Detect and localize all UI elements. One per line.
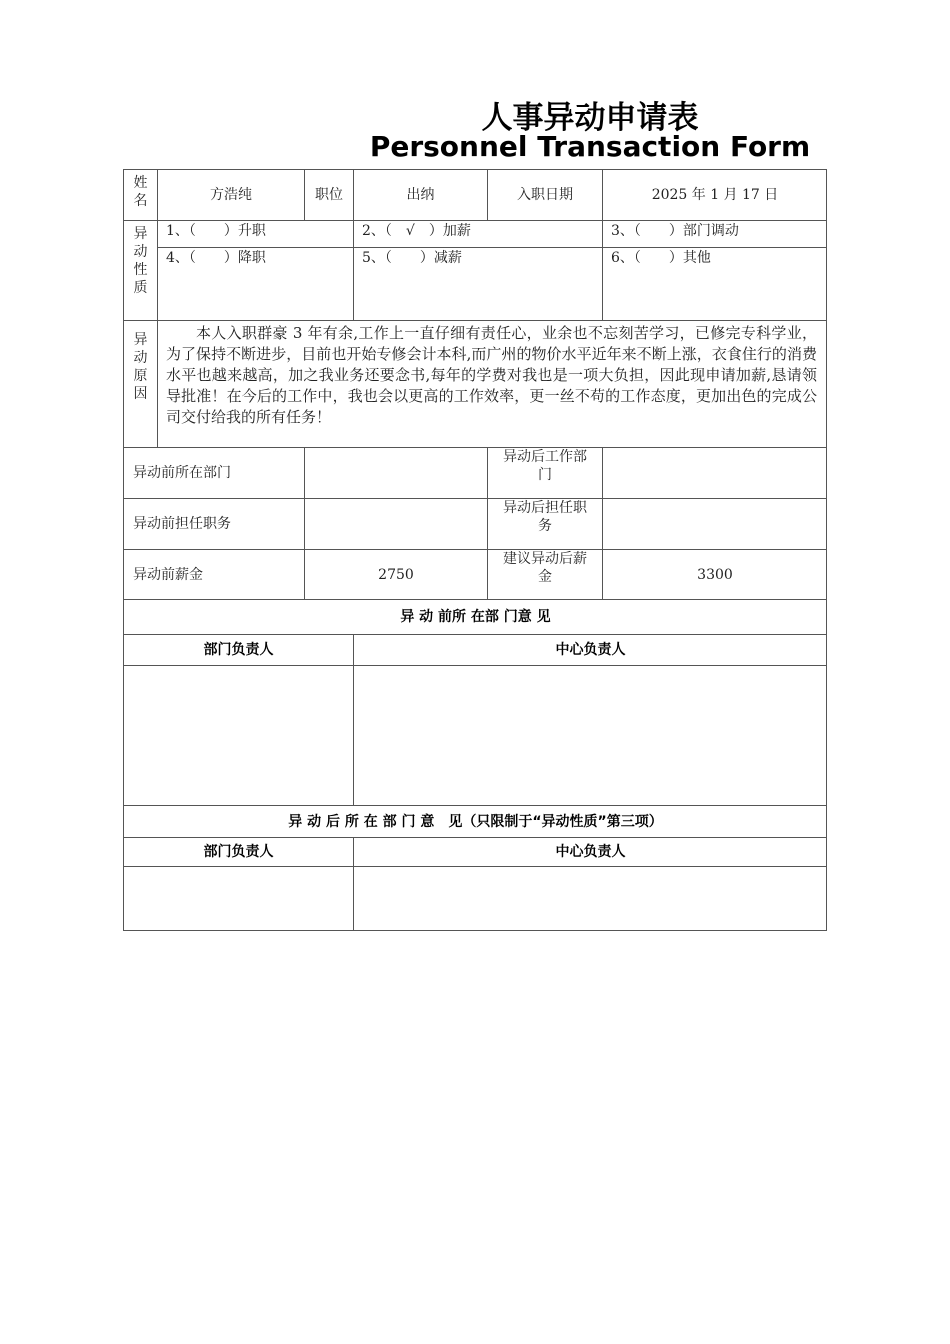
before-salary-label: 异动前薪金 — [124, 549, 304, 599]
reason-text[interactable]: 本人入职群豪 3 年有余,工作上一直仔细有责任心，业余也不忘刻苦学习，已修完专科学业，为了保持不断进步，目前也开始专修会计本科,而广州的物价水平近年来不断上涨，衣食住行的消费水平也越来越高，加之我业务还要念书,每年的学费对我也是一项大负担，因此现申请加薪,恳请领导批准！在今后的工作中，我也会以更高的工作效率，更一丝不苟的工作态度，更加出色的完成公司交付给我的所有任务！ — [157, 320, 827, 447]
opinion-after-center-head-field[interactable] — [353, 866, 827, 930]
hire-date-value[interactable]: 2025 年 1 月 17 日 — [602, 170, 827, 220]
form-title-english: Personnel Transaction Form — [369, 130, 811, 163]
opinion-before-center-head-field[interactable] — [353, 665, 827, 805]
nature-option-demotion[interactable]: 4、（ ）降职 — [157, 247, 353, 320]
after-salary-value[interactable]: 3300 — [602, 549, 827, 599]
name-value[interactable]: 方浩纯 — [157, 170, 304, 220]
opinion-before-center-head-label: 中心负责人 — [353, 634, 827, 665]
opinion-after-dept-head-field[interactable] — [124, 866, 353, 930]
opinion-before-dept-head-label: 部门负责人 — [124, 634, 353, 665]
nature-option-raise[interactable]: 2、（ √ ）加薪 — [353, 220, 602, 247]
nature-option-pay-cut[interactable]: 5、（ ）减薪 — [353, 247, 602, 320]
position-value[interactable]: 出纳 — [353, 170, 487, 220]
form-title-chinese: 人事异动申请表 — [481, 100, 699, 136]
nature-option-transfer[interactable]: 3、（ ）部门调动 — [602, 220, 827, 247]
reason-label: 异 动 原 因 — [124, 320, 157, 447]
before-role-value[interactable] — [304, 498, 487, 549]
opinion-before-dept-head-field[interactable] — [124, 665, 353, 805]
after-dept-value[interactable] — [602, 447, 827, 498]
before-role-label: 异动前担任职务 — [124, 498, 304, 549]
nature-label: 异 动 性 质 — [124, 220, 157, 320]
opinion-before-header: 异 动 前所 在部 门意 见 — [124, 599, 827, 634]
personnel-transaction-form — [123, 169, 827, 931]
opinion-after-header: 异 动 后 所 在 部 门 意 见（只限制于“异动性质”第三项） — [124, 805, 827, 837]
after-role-value[interactable] — [602, 498, 827, 549]
before-dept-label: 异动前所在部门 — [124, 447, 304, 498]
hire-date-label: 入职日期 — [487, 170, 602, 220]
before-dept-value[interactable] — [304, 447, 487, 498]
nature-option-other[interactable]: 6、（ ）其他 — [602, 247, 827, 320]
after-dept-label: 异动后工作部门 — [487, 447, 602, 498]
after-salary-label: 建议异动后薪金 — [487, 549, 602, 599]
after-role-label: 异动后担任职务 — [487, 498, 602, 549]
position-label: 职位 — [304, 170, 353, 220]
name-label: 姓 名 — [133, 175, 148, 209]
nature-option-promotion[interactable]: 1、（ ）升职 — [157, 220, 353, 247]
opinion-after-center-head-label: 中心负责人 — [353, 837, 827, 866]
opinion-after-dept-head-label: 部门负责人 — [124, 837, 353, 866]
before-salary-value[interactable]: 2750 — [304, 549, 487, 599]
